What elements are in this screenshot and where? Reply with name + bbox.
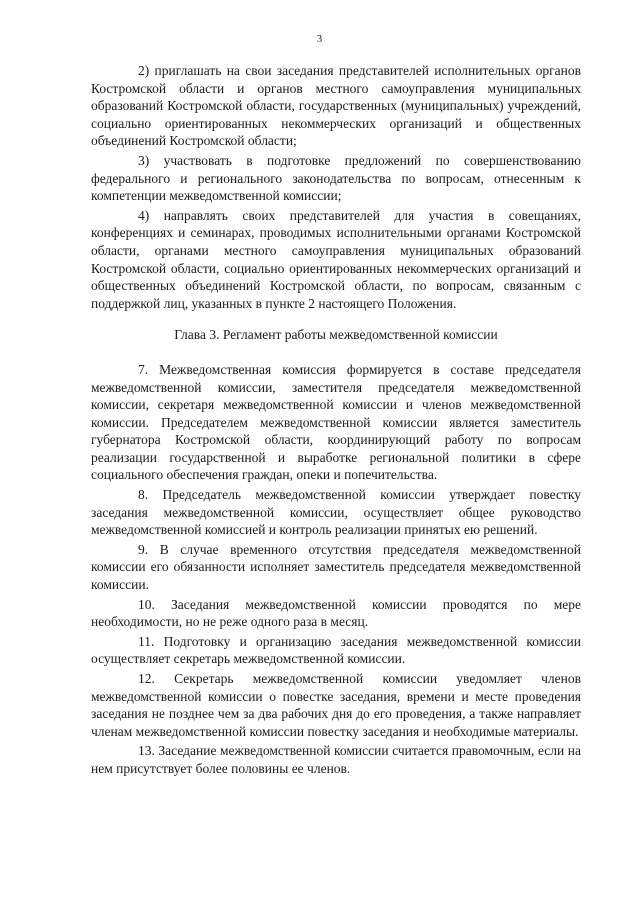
paragraph-item-2: 2) приглашать на свои заседания представителей исполнительных органов Костромской области и органов местного самоуправления муниципальных образований Костромской области, государственных (муниципальных) учреждений, социально ориентированных некоммерческих организаций и общественных объединений Костромской области;	[91, 63, 581, 149]
page-number: 3	[316, 33, 323, 45]
paragraph-point-7: 7. Межведомственная комиссия формируется в составе председателя межведомственной комиссии, заместителя председателя межведомственной комиссии, секретаря межведомственной комиссии и членов межведомственной комиссии. Председателем межведомственной комиссии является заместитель губернатора Костромской области, координирующий работу по вопросам реализации государственной и выработке региональной политики в сфере социального обеспечения граждан, опеки и попечительства.	[91, 361, 581, 483]
document-body	[91, 62, 581, 780]
paragraph-item-3: 3) участвовать в подготовке предложений по совершенствованию федерального и регионального законодательства по вопросам, отнесенным к компетенции межведомственной комиссии;	[91, 152, 581, 204]
paragraph-point-11: 11. Подготовку и организацию заседания межведомственной комиссии осуществляет секретарь межведомственной комиссии.	[91, 633, 581, 667]
paragraph-point-12: 12. Секретарь межведомственной комиссии уведомляет членов межведомственной комиссии о повестке заседания, времени и месте проведения заседания не позднее чем за два рабочих дня до его проведения, а также направляет членам межведомственной комиссии повестку заседания и необходимые материалы.	[91, 671, 581, 739]
paragraph-point-8: 8. Председатель межведомственной комиссии утверждает повестку заседания межведомственной комиссии, осуществляет общее руководство межведомственной комиссией и контроль реализации принятых ею решений.	[91, 487, 581, 538]
paragraph-point-13: 13. Заседание межведомственной комиссии считается правомочным, если на нем присутствует более половины ее членов.	[91, 743, 581, 776]
chapter-heading: Глава 3. Регламент работы межведомственной комиссии	[174, 327, 498, 343]
paragraph-point-9: 9. В случае временного отсутствия председателя межведомственной комиссии его обязанности исполняет заместитель председателя межведомственной комиссии.	[91, 541, 581, 593]
paragraph-item-4: 4) направлять своих представителей для участия в совещаниях, конференциях и семинарах, проводимых исполнительными органами Костромской области, органами местного самоуправления муниципальных образований Костромской области, социально ориентированных некоммерческих организаций и общественных объединений Костромской области, по вопросам, связанным с поддержкой лиц, указанных в пункте 2 настоящего Положения.	[91, 207, 581, 311]
paragraph-point-10: 10. Заседания межведомственной комиссии проводятся по мере необходимости, но не реже одного раза в месяц.	[91, 596, 581, 630]
